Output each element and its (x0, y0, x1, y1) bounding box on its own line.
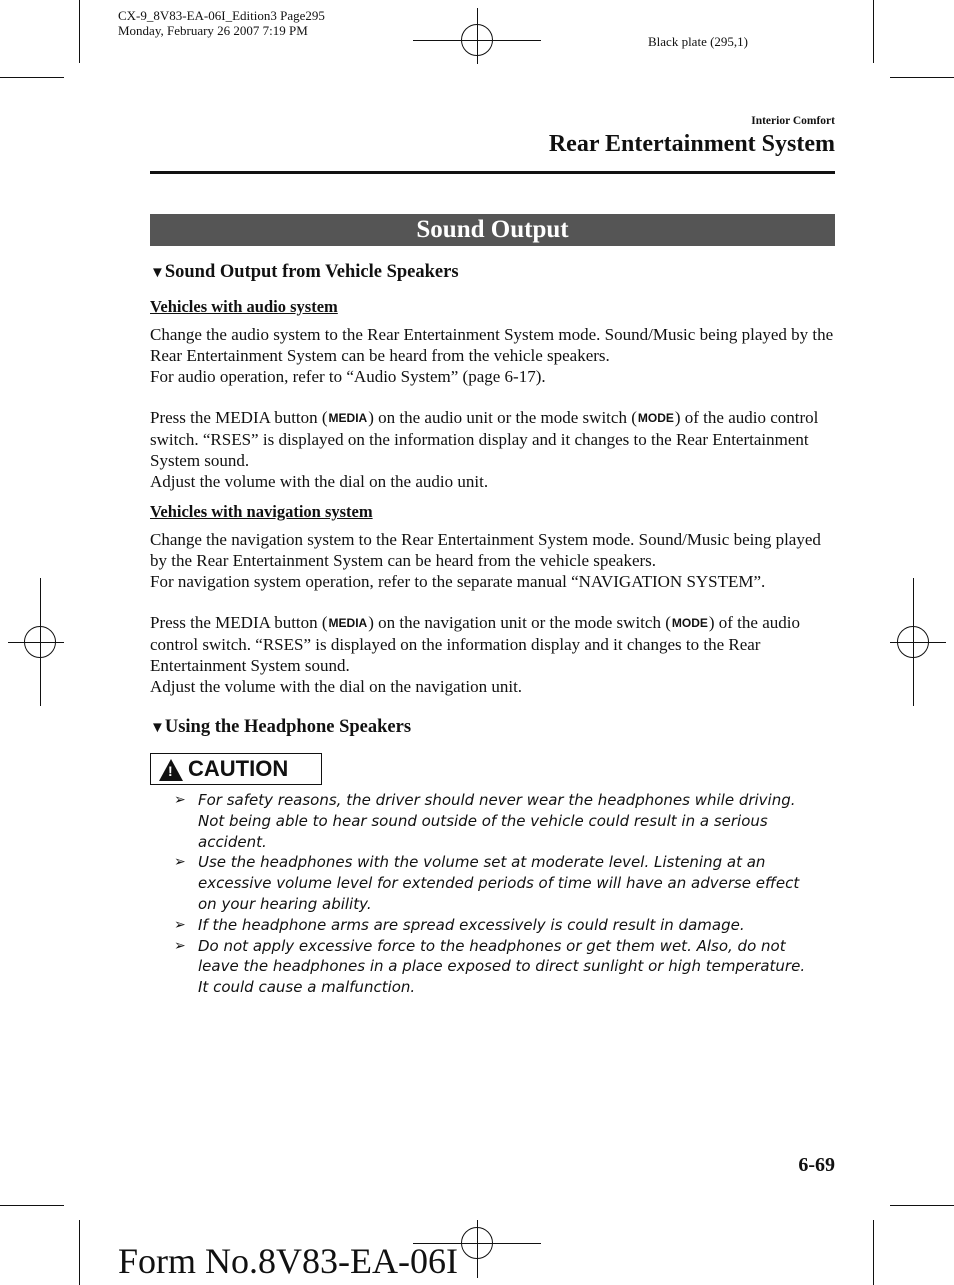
print-slug (118, 8, 325, 38)
paragraph (150, 612, 840, 676)
paragraph (150, 407, 840, 471)
subsection-heading: Vehicles with audio system (150, 297, 338, 316)
list-item (174, 936, 814, 998)
text-run: ) on the audio unit or the mode switch ( (368, 408, 637, 427)
page-number: 6-69 (798, 1154, 835, 1176)
list-item (174, 915, 814, 936)
running-title: Rear Entertainment System (548, 131, 835, 157)
paragraph: For navigation system operation, refer to the separate manual “NAVIGATION SYSTEM”. (150, 572, 766, 591)
body-text (150, 407, 840, 492)
caution-label (150, 753, 322, 785)
print-slug-line1: CX-9_8V83-EA-06I_Edition3 Page295 (118, 8, 325, 23)
text-run: ) of the audio control switch. “RSES” is displayed on the information display and it changes to the Rear Entertainment System sound. (150, 613, 800, 675)
form-number: Form No.8V83-EA-06I (118, 1241, 458, 1281)
crop-mark (0, 1205, 64, 1206)
section-banner: Sound Output (150, 214, 835, 246)
crop-mark (79, 1220, 80, 1285)
paragraph: Adjust the volume with the dial on the navigation unit. (150, 677, 523, 696)
text-run: ) of the audio control switch. “RSES” is displayed on the information display and it changes to the Rear Entertainment System sound. (150, 408, 819, 470)
list-item (174, 852, 814, 914)
media-button-icon: MEDIA (328, 411, 368, 425)
paragraph: For audio operation, refer to “Audio System” (page 6-17). (150, 367, 546, 386)
subsection-heading: Vehicles with navigation system (150, 502, 373, 521)
caution-list (174, 790, 814, 998)
mode-switch-icon: MODE (637, 411, 674, 425)
warning-exclamation: ! (168, 763, 173, 779)
paragraph: Change the navigation system to the Rear Entertainment System mode. Sound/Music being played by the Rear Entertainment System can be heard from the vehicle speakers. (150, 530, 821, 570)
triangle-marker-icon: ▼ (150, 720, 165, 736)
paragraph: Adjust the volume with the dial on the audio unit. (150, 472, 489, 491)
list-item-text: If the headphone arms are spread excessively is could result in damage. (198, 915, 745, 934)
bullet-arrow-icon: ➢ (174, 937, 186, 954)
list-item-text: For safety reasons, the driver should never wear the headphones while driving. Not being able to hear sound outside of the vehicle could result in a serious accident. (198, 791, 796, 851)
crop-mark (873, 0, 874, 63)
media-button-icon: MEDIA (328, 616, 368, 630)
section-heading-text: Sound Output from Vehicle Speakers (164, 262, 459, 282)
bullet-arrow-icon: ➢ (174, 792, 186, 808)
list-item-text: Do not apply excessive force to the headphones or get them wet. Also, do not leave the headphones in a place exposed to direct sunlight or high temperature. It could cause a malfunction. (198, 936, 806, 997)
text-run: ) on the navigation unit or the mode switch ( (368, 613, 671, 632)
paragraph: Change the audio system to the Rear Entertainment System mode. Sound/Music being played by the Rear Entertainment System can be heard from the vehicle speakers. (150, 325, 834, 365)
body-text (150, 529, 840, 592)
section-heading (150, 262, 459, 283)
registration-mark (461, 24, 493, 56)
section-heading (150, 717, 411, 738)
crop-mark (873, 1220, 874, 1285)
text-run: Press the MEDIA button ( (150, 408, 328, 427)
registration-mark (897, 626, 929, 658)
body-text (150, 324, 840, 387)
registration-mark (461, 1227, 493, 1259)
caution-text: CAUTION (188, 756, 289, 781)
triangle-marker-icon: ▼ (150, 265, 165, 281)
registration-mark (24, 626, 56, 658)
bullet-arrow-icon: ➢ (174, 916, 186, 933)
bullet-arrow-icon: ➢ (174, 854, 186, 871)
crop-mark (890, 77, 954, 78)
crop-mark (890, 1205, 954, 1206)
print-slug-line2: Monday, February 26 2007 7:19 PM (118, 23, 308, 38)
list-item (174, 790, 814, 852)
mode-switch-icon: MODE (671, 616, 708, 630)
list-item-text: Use the headphones with the volume set at moderate level. Listening at an excessive volume level for extended periods of time will have an adverse effect on your hearing ability. (198, 853, 800, 913)
crop-mark (0, 77, 64, 78)
text-run: Press the MEDIA button ( (150, 613, 328, 632)
plate-label: Black plate (295,1) (648, 34, 748, 49)
crop-mark (79, 0, 80, 63)
body-text (150, 612, 840, 697)
section-label: Interior Comfort (751, 115, 835, 127)
header-rule (150, 171, 835, 174)
section-heading-text: Using the Headphone Speakers (164, 717, 412, 737)
